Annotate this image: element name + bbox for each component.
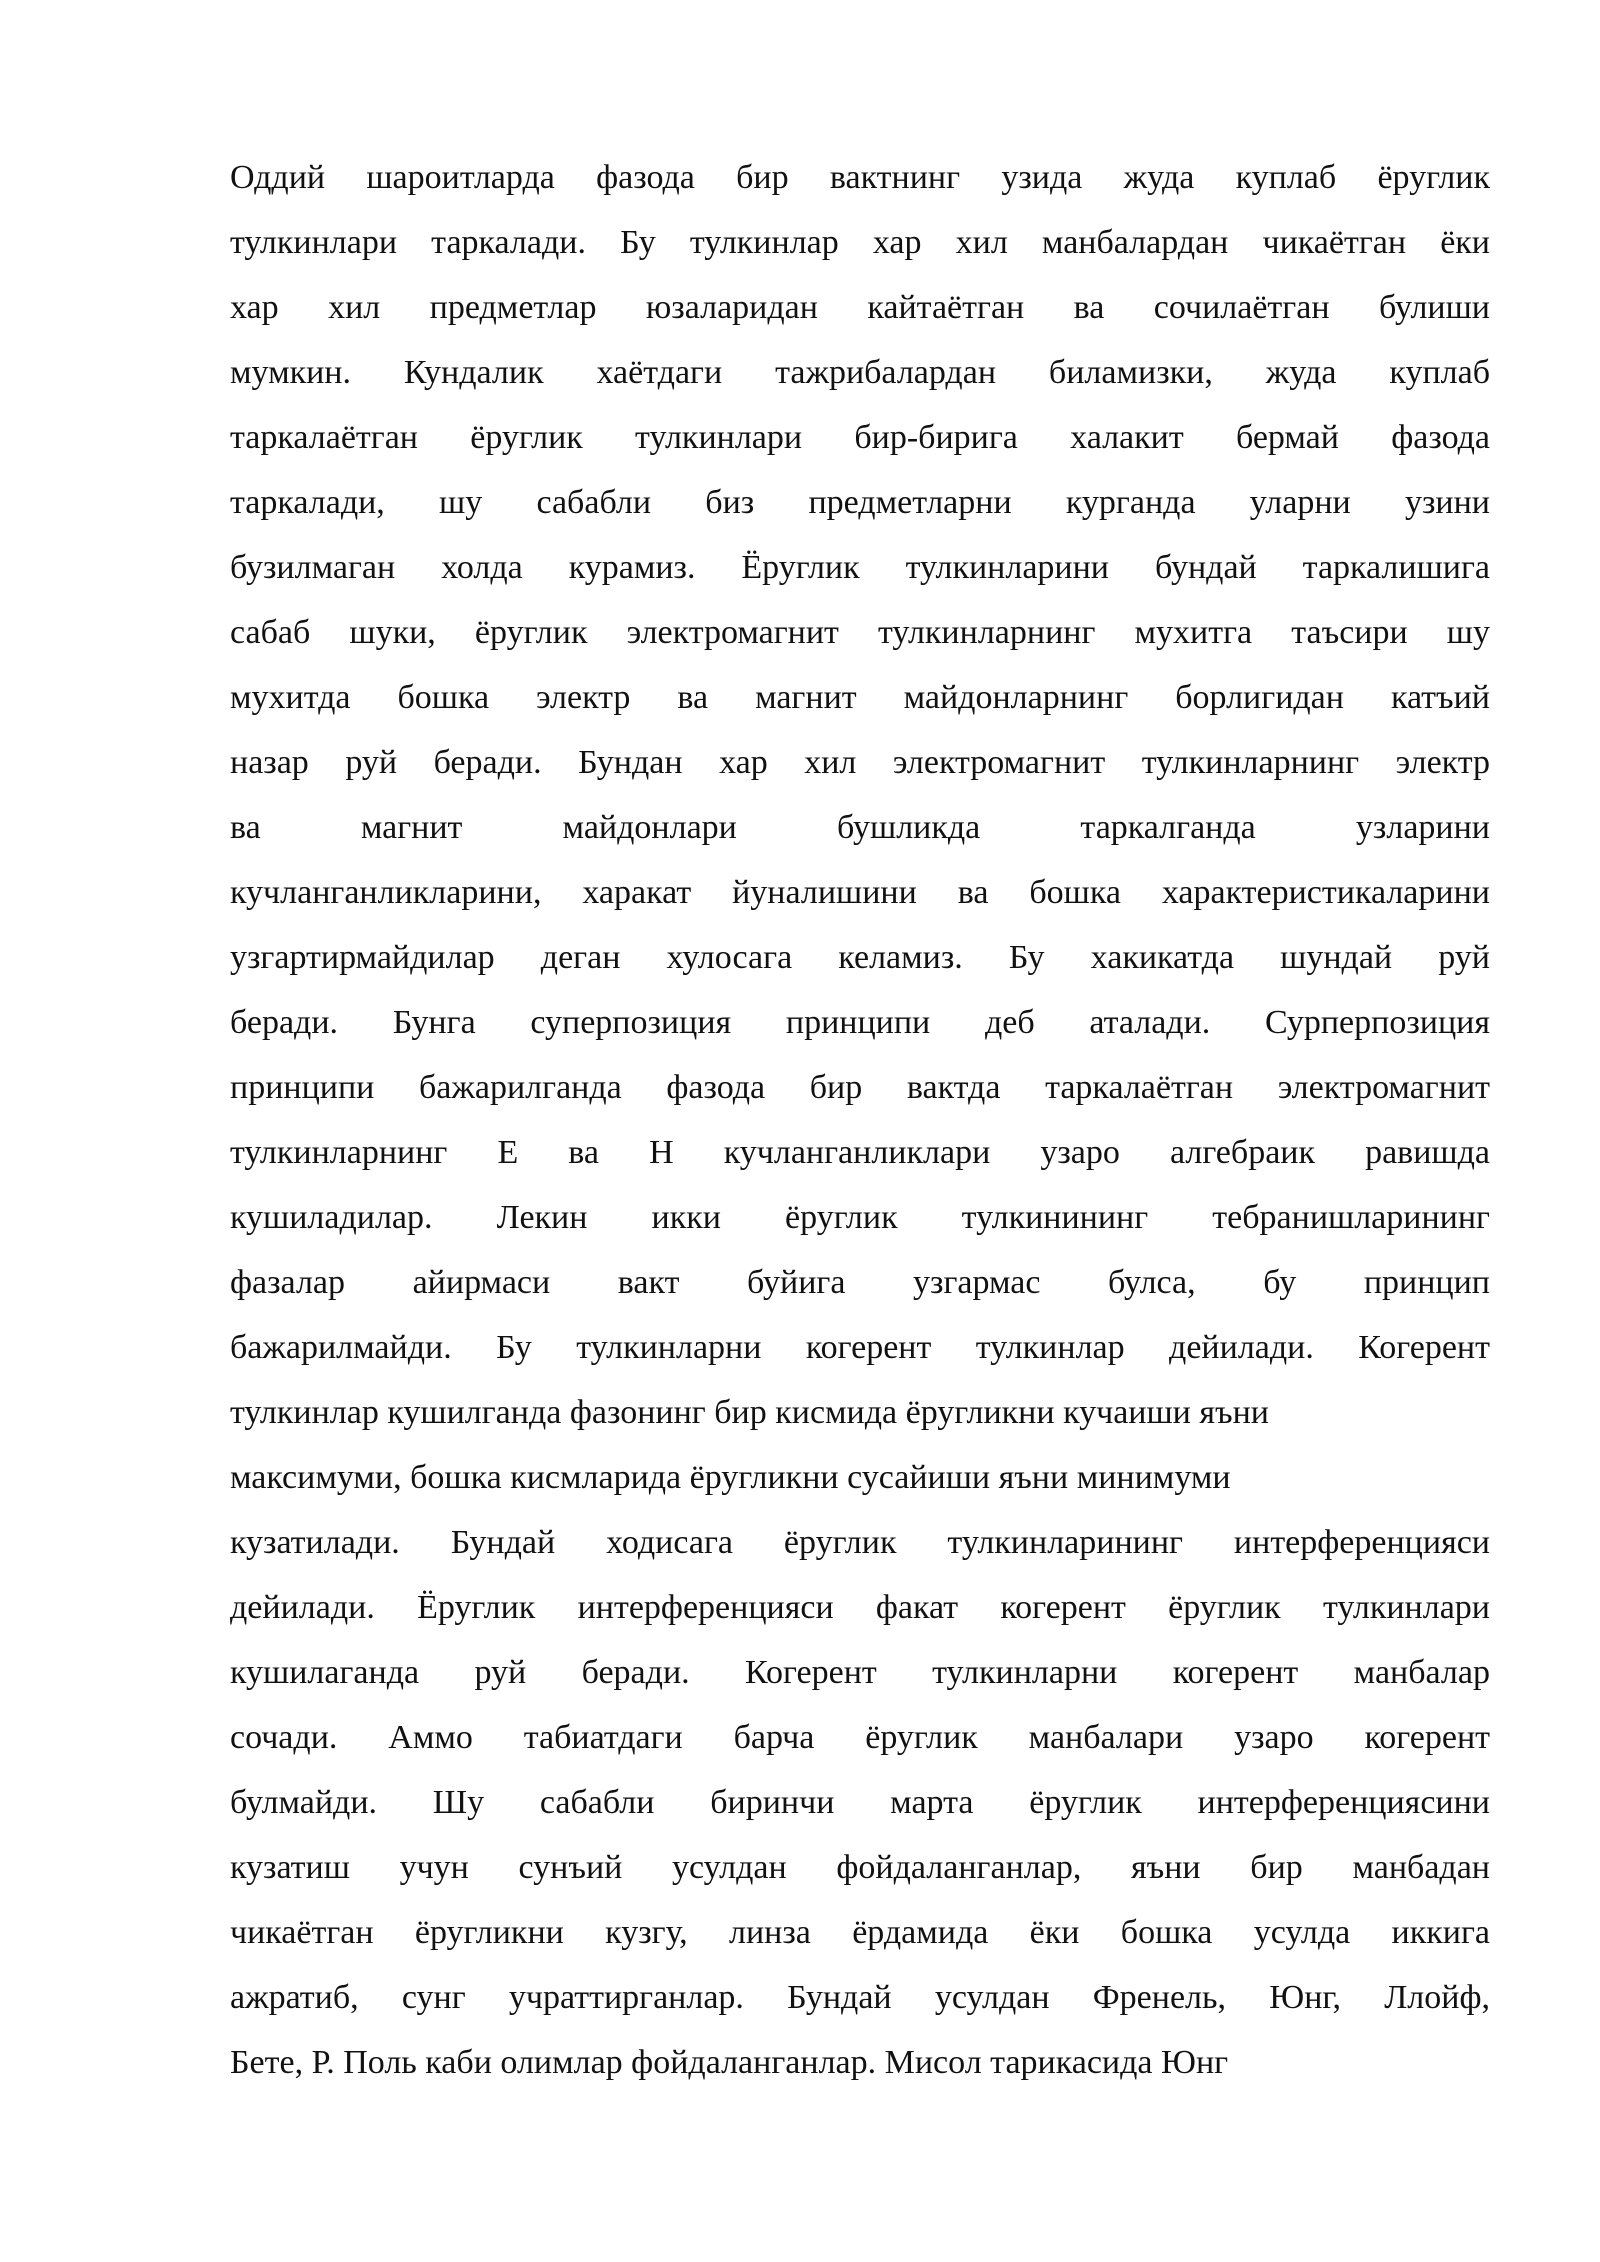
text-line: сочади. Аммо табиатдаги барча ёруглик манбалари узаро когерент bbox=[230, 1719, 1490, 1756]
text-line: кушилаганда руй беради. Когерент тулкинларни когерент манбалар bbox=[230, 1654, 1490, 1691]
text-line: чикаётган ёругликни кузгу, линза ёрдамида ёки бошка усулда иккига bbox=[230, 1914, 1490, 1951]
text-line: принципи бажарилганда фазода бир вактда таркалаётган электромагнит bbox=[230, 1069, 1490, 1106]
text-line: хар хил предметлар юзаларидан кайтаётган ва сочилаётган булиши bbox=[230, 289, 1490, 326]
text-line: назар руй беради. Бундан хар хил электромагнит тулкинларнинг электр bbox=[230, 744, 1490, 781]
text-line: тулкинлари таркалади. Бу тулкинлар хар хил манбалардан чикаётган ёки bbox=[230, 224, 1490, 261]
text-line: бузилмаган холда курамиз. Ёруглик тулкинларини бундай таркалишига bbox=[230, 549, 1490, 586]
text-line: булмайди. Шу сабабли биринчи марта ёруглик интерференциясини bbox=[230, 1784, 1490, 1821]
text-line: Оддий шароитларда фазода бир вактнинг узида жуда куплаб ёруглик bbox=[230, 159, 1490, 196]
text-line: мухитда бошка электр ва магнит майдонларнинг борлигидан катъий bbox=[230, 679, 1490, 716]
text-line: кузатиш учун сунъий усулдан фойдаланганлар, яъни бир манбадан bbox=[230, 1849, 1490, 1886]
text-line: ажратиб, сунг учраттирганлар. Бундай усулдан Френель, Юнг, Ллойф, bbox=[230, 1979, 1490, 2016]
text-line: тулкинлар кушилганда фазонинг бир кисмида ёругликни кучаиши яъни bbox=[230, 1394, 1269, 1431]
text-line: узгартирмайдилар деган хулосага келамиз. Бу хакикатда шундай руй bbox=[230, 939, 1490, 976]
text-line: таркалаётган ёруглик тулкинлари бир-бирига халакит бермай фазода bbox=[230, 419, 1490, 456]
body-paragraph bbox=[230, 145, 1490, 2095]
text-line: тулкинларнинг Е ва Н кучланганликлари узаро алгебраик равишда bbox=[230, 1134, 1490, 1171]
text-line: бажарилмайди. Бу тулкинларни когерент тулкинлар дейилади. Когерент bbox=[230, 1329, 1490, 1366]
text-line: таркалади, шу сабабли биз предметларни курганда уларни узини bbox=[230, 484, 1490, 521]
text-line: мумкин. Кундалик хаётдаги тажрибалардан биламизки, жуда куплаб bbox=[230, 354, 1490, 391]
text-line: кучланганликларини, харакат йуналишини ва бошка характеристикаларини bbox=[230, 874, 1490, 911]
text-line: дейилади. Ёруглик интерференцияси факат когерент ёруглик тулкинлари bbox=[230, 1589, 1490, 1626]
text-line: кушиладилар. Лекин икки ёруглик тулкинининг тебранишларининг bbox=[230, 1199, 1490, 1236]
text-line: фазалар айирмаси вакт буйига узгармас булса, бу принцип bbox=[230, 1264, 1490, 1301]
text-line: максимуми, бошка кисмларида ёругликни сусайиши яъни минимуми bbox=[230, 1459, 1231, 1496]
text-line: беради. Бунга суперпозиция принципи деб аталади. Сурперпозиция bbox=[230, 1004, 1490, 1041]
text-line: кузатилади. Бундай ходисага ёруглик тулкинларининг интерференцияси bbox=[230, 1524, 1490, 1561]
text-line: сабаб шуки, ёруглик электромагнит тулкинларнинг мухитга таъсири шу bbox=[230, 614, 1490, 651]
text-line: Бете, Р. Поль каби олимлар фойдаланганлар. Мисол тарикасида Юнг bbox=[230, 2044, 1229, 2081]
text-line: ва магнит майдонлари бушликда таркалганда узларини bbox=[230, 809, 1490, 846]
